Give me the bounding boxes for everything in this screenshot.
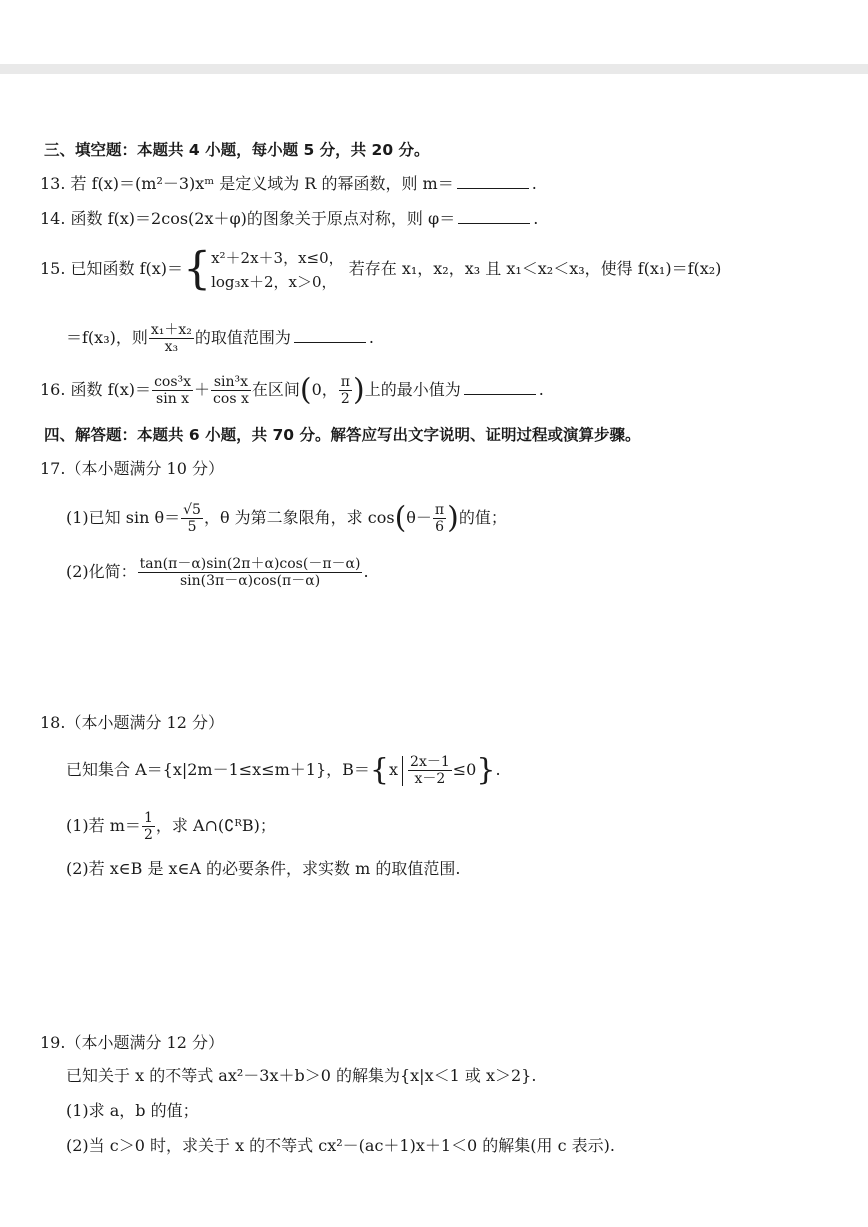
q18-brace-open: { (369, 752, 389, 788)
question-15 (40, 244, 721, 294)
q13-text: 13. 若 f(x)＝(m²－3)xᵐ 是定义域为 R 的幂函数，则 m＝ (40, 174, 454, 193)
q16-fraction-1 (152, 374, 193, 407)
q15-piecewise (211, 246, 344, 294)
q15-fraction (149, 322, 194, 355)
page-top-margin (0, 0, 868, 64)
q15-text: 15. 已知函数 f(x)＝ (40, 259, 184, 278)
q17-p2-end: . (363, 562, 369, 581)
q18-set-var: x (389, 760, 399, 779)
q16-answer-blank[interactable] (464, 380, 536, 395)
q17-p1-num: √5 (183, 502, 201, 518)
q18-p1-text: (1)若 m＝ (66, 816, 141, 835)
q17-p1-mid: ，θ 为第二象限角，求 cos (203, 508, 395, 527)
q17-title: 17.（本小题满分 10 分） (40, 459, 224, 478)
q17-paren-close: ) (447, 500, 459, 536)
q18-set-fraction (408, 754, 452, 787)
q17-p1-den: 5 (187, 519, 197, 535)
q18-part-2: (2)若 x∈B 是 x∈A 的必要条件，求实数 m 的取值范围. (66, 859, 461, 878)
q17-pi-den: 6 (435, 519, 444, 535)
q15-brace: { (183, 243, 212, 295)
q18-p1-den: 2 (143, 827, 153, 843)
q17-sqrt-fraction (181, 502, 203, 535)
q19-stem: 已知关于 x 的不等式 ax²－3x＋b＞0 的解集为{x|x＜1 或 x＞2}. (66, 1066, 537, 1085)
q14-answer-blank[interactable] (458, 209, 530, 224)
q18-set-num: 2x－1 (410, 754, 450, 770)
q16-end: . (538, 380, 544, 399)
question-16 (40, 370, 544, 410)
q18-set-bar (402, 756, 403, 786)
q16-fraction-2 (211, 374, 251, 407)
q16-paren-open: ( (299, 372, 312, 408)
q15-case-2: log₃x＋2，x＞0， (211, 272, 337, 291)
q16-mid: 在区间 (251, 380, 300, 399)
q18-set-le: ≤0 (452, 760, 477, 779)
section-4-heading: 四、解答题：本题共 6 小题，共 70 分。解答应写出文字说明、证明过程或演算步骤。 (44, 426, 641, 444)
q16-post: 上的最小值为 (364, 380, 461, 399)
q16-text: 16. 函数 f(x)＝ (40, 380, 152, 399)
q17-p1-post: 的值； (458, 508, 507, 527)
q16-pi-fraction (339, 374, 352, 407)
q13-answer-blank[interactable] (457, 174, 529, 189)
q16-f2-den: cos x (213, 391, 249, 407)
q17-part-1 (66, 498, 507, 538)
q17-paren-open: ( (394, 500, 407, 536)
q17-simplify-fraction (138, 556, 363, 589)
page-separator (0, 64, 868, 74)
question-13 (40, 174, 537, 194)
q14-end: . (533, 209, 539, 228)
q18-p1-num: 1 (143, 810, 153, 826)
q15-line2-post: 的取值范围为 (194, 328, 291, 347)
q15-frac-num: x₁＋x₂ (150, 322, 192, 338)
q16-pi-num: π (340, 374, 350, 390)
q18-p1-post: ，求 A∩(∁ᴿB)； (155, 816, 276, 835)
q18-set-end: . (495, 760, 501, 779)
q13-end: . (531, 174, 537, 193)
q19-part-1: (1)求 a，b 的值； (66, 1101, 199, 1120)
q16-interval-left: 0， (311, 380, 338, 399)
q19-title: 19.（本小题满分 12 分） (40, 1033, 224, 1052)
q19-part-2: (2)当 c＞0 时，求关于 x 的不等式 cx²－(ac＋1)x＋1＜0 的解集(用 c 表示). (66, 1136, 615, 1155)
q18-part-1 (66, 806, 276, 846)
q18-title: 18.（本小题满分 12 分） (40, 713, 224, 732)
question-14 (40, 209, 538, 229)
section-3-heading: 三、填空题：本题共 4 小题，每小题 5 分，共 20 分。 (44, 141, 430, 159)
question-15-line-2 (66, 318, 374, 358)
q15-answer-blank[interactable] (294, 328, 366, 343)
q15-frac-den: x₃ (164, 339, 179, 355)
q17-p1-inner: θ－ (406, 508, 432, 527)
q18-half-fraction (142, 810, 155, 843)
q16-f1-den: sin x (156, 391, 190, 407)
q17-part-2 (66, 552, 369, 592)
q18-sets (66, 750, 501, 790)
q15-case-1: x²＋2x＋3，x≤0， (211, 248, 344, 267)
q15-line2-text: ＝f(x₃)，则 (66, 328, 148, 347)
q18-set-den: x－2 (414, 771, 446, 787)
q18-brace-close: } (476, 752, 496, 788)
q17-p1-text: (1)已知 sin θ＝ (66, 508, 181, 527)
q16-f2-num: sin³x (211, 374, 251, 391)
q17-p2-text: (2)化简： (66, 562, 137, 581)
q15-end: . (368, 328, 374, 347)
q17-pi-num: π (434, 502, 445, 518)
q17-pi-fraction (433, 502, 446, 535)
q16-pi-den: 2 (340, 391, 350, 407)
q16-f1-num: cos³x (154, 374, 192, 390)
q14-text: 14. 函数 f(x)＝2cos(2x＋φ)的图象关于原点对称，则 φ＝ (40, 209, 456, 228)
q17-p2-den: sin(3π－α)cos(π－α) (179, 573, 321, 589)
q18-set-text: 已知集合 A＝{x|2m－1≤x≤m＋1}，B＝ (66, 760, 370, 779)
q15-condition: 若存在 x₁，x₂，x₃ 且 x₁＜x₂＜x₃，使得 f(x₁)＝f(x₂) (348, 259, 722, 278)
q17-p2-num: tan(π－α)sin(2π＋α)cos(－π－α) (139, 556, 361, 572)
q16-paren-close: ) (352, 372, 365, 408)
q16-plus: ＋ (194, 380, 211, 399)
